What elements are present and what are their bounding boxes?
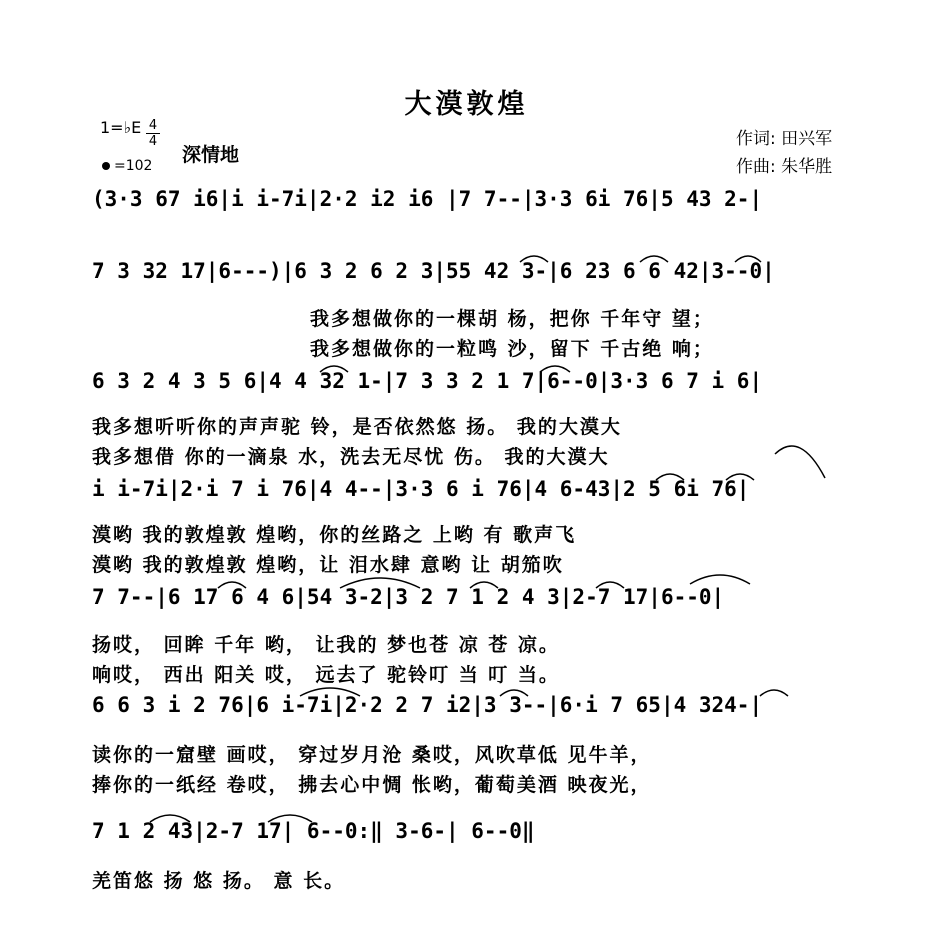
slur-arc [320, 366, 348, 372]
slur-arc [540, 366, 570, 372]
score-line-1: (3·3 67 i6|i i-7i|2·2 i2 i6 |7 7--|3·3 6i 76|5 43 2-| [92, 187, 763, 211]
song-title: 大漠敦煌 [404, 89, 529, 120]
lyric-line-3: 我多想听听你的声声驼 铃，是否依然悠 扬。 我的大漠大 [92, 416, 622, 438]
slur-arc [726, 474, 754, 480]
key-signature: 1=♭E [100, 118, 142, 137]
slur-arc [340, 578, 420, 588]
lyric-line-5: 漠哟 我的敦煌敦 煌哟，你的丝路之 上哟 有 歌声飞 [92, 524, 577, 546]
tempo-value: =102 [114, 158, 153, 174]
lyric-line-7: 扬哎， 回眸 千年 哟， 让我的 梦也苍 凉 苍 凉。 [92, 634, 560, 656]
lyric-line-4: 我多想借 你的一滴泉 水，洗去无尽忧 伤。 我的大漠大 [92, 446, 610, 468]
score-line-2: 7 3 32 17|6---)|6 3 2 6 2 3|55 42 3-|6 23 6 6 42|3--0| [92, 259, 775, 283]
score-line-6: 6 6 3 i 2 76|6 i-7i|2·2 2 7 i2|3 3--|6·i 7 65|4 324-| [92, 693, 763, 717]
slur-arc [735, 256, 761, 262]
lyric-line-2: 我多想做你的一粒鸣 沙，留下 千古绝 响； [310, 338, 714, 360]
slur-arc [268, 815, 312, 822]
slur-arc [640, 256, 668, 262]
meter-top: 4 [148, 118, 158, 133]
score-line-3: 6 3 2 4 3 5 6|4 4 32 1-|7 3 3 2 1 7|6--0|3·3 6 7 i 6| [92, 369, 763, 393]
lyric-line-6: 漠哟 我的敦煌敦 煌哟，让 泪水肆 意哟 让 胡笳吹 [92, 554, 564, 576]
slur-arc [470, 582, 498, 588]
lyric-line-9: 读你的一窟壁 画哎， 穿过岁月沧 桑哎，风吹草低 见牛羊， [92, 744, 652, 766]
lyric-line-1: 我多想做你的一棵胡 杨，把你 千年守 望； [310, 308, 714, 330]
expression-marking: 深情地 [182, 144, 240, 166]
lyric-line-10: 捧你的一纸经 卷哎， 拂去心中惆 怅哟，葡萄美酒 映夜光， [92, 774, 652, 796]
composer-credit: 作曲: 朱华胜 [736, 157, 833, 177]
score-line-4: i i-7i|2·i 7 i 76|4 4--|3·3 6 i 76|4 6-43|2 5 6i 76| [92, 477, 750, 501]
score-line-7: 7 1 2 43|2-7 17| 6--0:‖ 3-6-| 6--0‖ [92, 819, 535, 843]
lyric-line-11: 羌笛悠 扬 悠 扬。 意 长。 [92, 870, 346, 892]
slur-arc [596, 582, 624, 588]
meter-bottom: 4 [146, 133, 160, 149]
lyric-line-8: 响哎， 西出 阳关 哎， 远去了 驼铃叮 当 叮 当。 [92, 664, 560, 686]
slur-arc [150, 815, 190, 822]
lyricist-credit: 作词: 田兴军 [736, 129, 833, 149]
slur-arc [775, 446, 825, 478]
slur-arc [218, 582, 246, 588]
slur-arc [500, 690, 528, 696]
slur-arc [520, 256, 548, 262]
score-line-5: 7 7--|6 17 6 4 6|54 3-2|3 2 7 1 2 4 3|2-7 17|6--0| [92, 585, 725, 609]
slur-arc [300, 688, 360, 696]
slur-arc [690, 575, 750, 584]
slur-arc [760, 690, 788, 696]
slur-arc [656, 474, 684, 480]
